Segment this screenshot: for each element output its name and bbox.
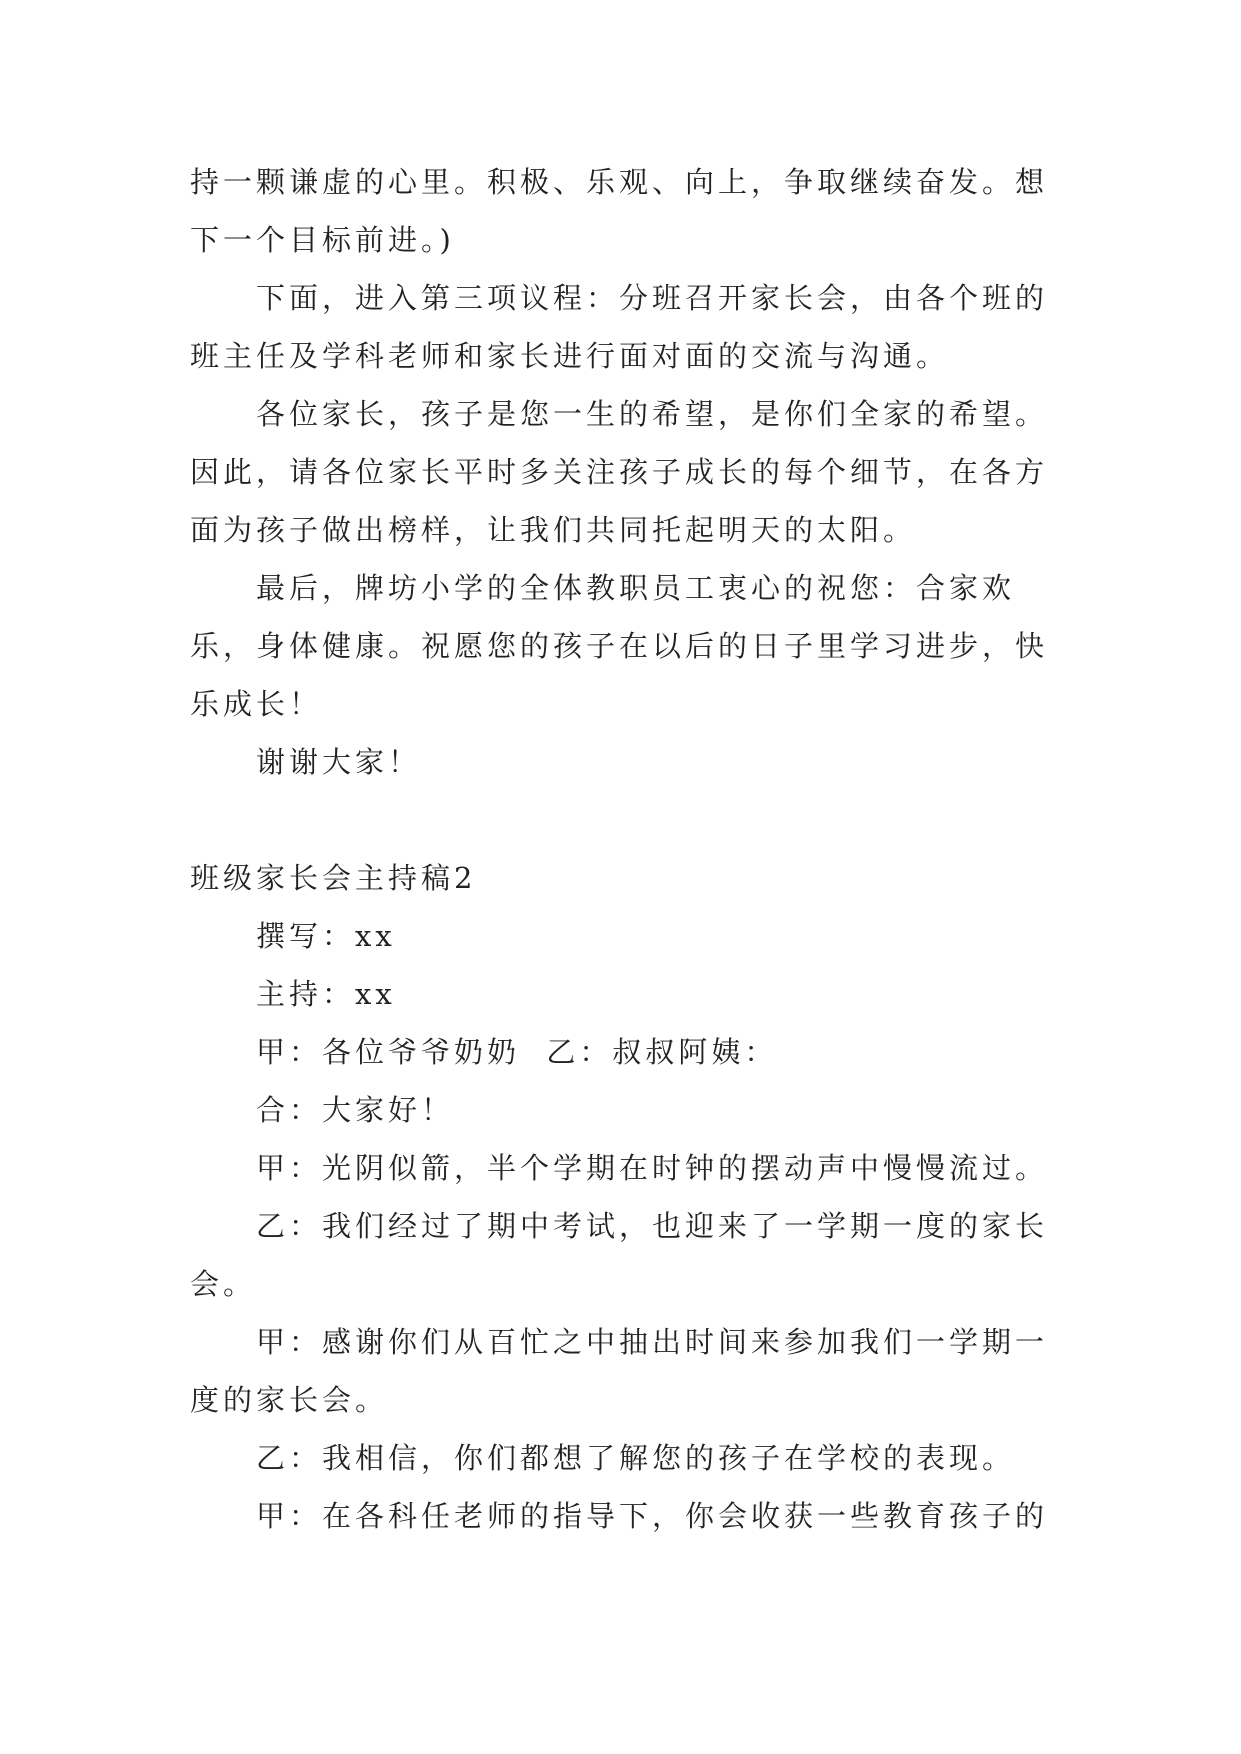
paragraph: 甲：在各科任老师的指导下，你会收获一些教育孩子的 xyxy=(256,1499,1049,1533)
paragraph: 下面，进入第三项议程：分班召开家长会，由各个班的班主任及学科老师和家长进行面对面的交流与沟通。 xyxy=(190,281,1049,373)
paragraph: 合：大家好！ xyxy=(256,1093,455,1127)
section-title: 班级家长会主持稿2 xyxy=(190,861,477,895)
paragraph: 乙：我们经过了期中考试，也迎来了一学期一度的家长会。 xyxy=(190,1209,1049,1301)
paragraph: 甲：感谢你们从百忙之中抽出时间来参加我们一学期一度的家长会。 xyxy=(190,1325,1049,1417)
paragraph: 乙：我相信，你们都想了解您的孩子在学校的表现。 xyxy=(256,1441,1016,1475)
paragraph: 谢谢大家！ xyxy=(256,745,422,779)
paragraph: 主持：xx xyxy=(256,977,396,1011)
paragraph: 各位家长，孩子是您一生的希望，是你们全家的希望。因此，请各位家长平时多关注孩子成长的每个细节，在各方面为孩子做出榜样，让我们共同托起明天的太阳。 xyxy=(190,397,1049,547)
paragraph: 最后，牌坊小学的全体教职员工衷心的祝您：合家欢乐，身体健康。祝愿您的孩子在以后的日子里学习进步，快乐成长！ xyxy=(190,571,1049,721)
paragraph: 撰写：xx xyxy=(256,919,396,953)
paragraph: 甲：光阴似箭，半个学期在时钟的摆动声中慢慢流过。 xyxy=(256,1151,1049,1185)
paragraph: 甲：各位爷爷奶奶 乙：叔叔阿姨： xyxy=(256,1035,778,1069)
document-body xyxy=(190,153,1070,1545)
paragraph-continuation: 持一颗谦虚的心里。积极、乐观、向上，争取继续奋发。想下一个目标前进。) xyxy=(190,165,1049,257)
